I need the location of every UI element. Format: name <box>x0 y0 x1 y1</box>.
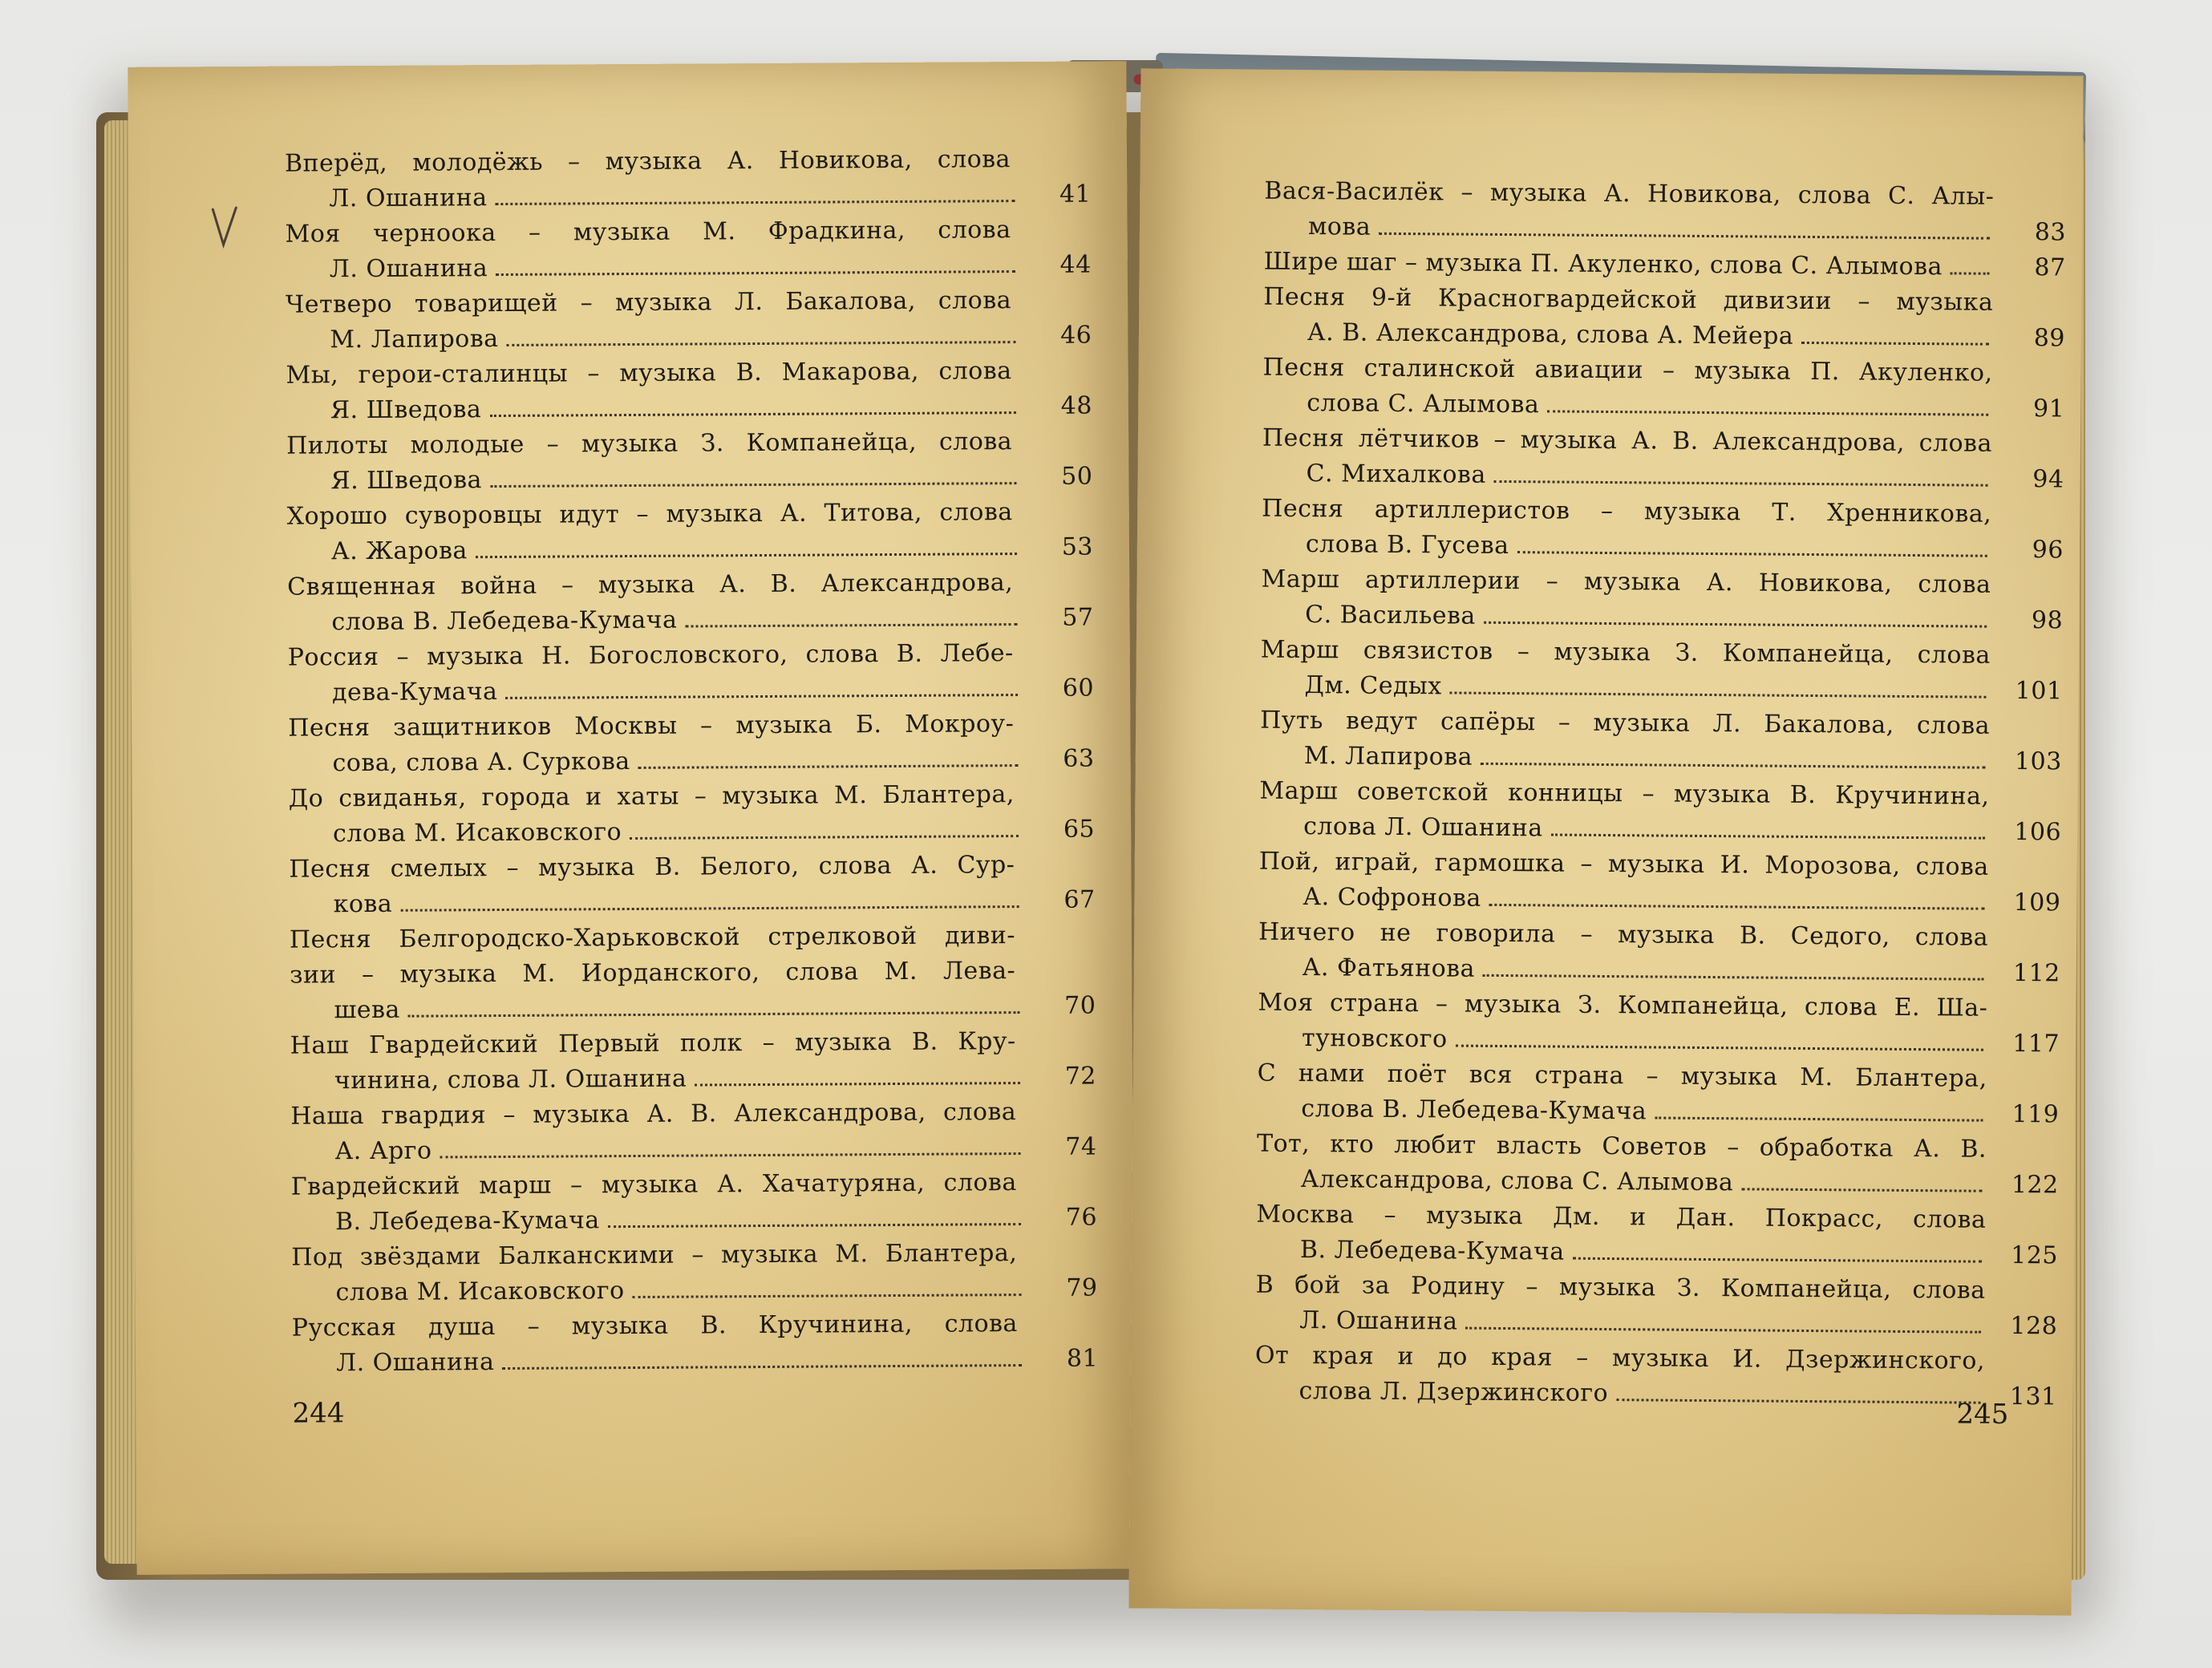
dot-leader <box>633 1294 1022 1298</box>
toc-entry <box>1258 844 2061 921</box>
toc-entry-line: Песня смелых – музыка В. Белого, слова А. Сур- <box>289 851 1015 884</box>
toc-entry-line: Вперёд, молодёжь – музыка А. Новикова, слова <box>284 145 1011 178</box>
toc-entry-line: Наша гвардия – музыка А. В. Александрова, слова <box>290 1098 1017 1131</box>
toc-entry-page-number: 74 <box>1065 1132 1097 1161</box>
dot-leader <box>1494 480 1988 487</box>
toc-entry-author: слова Л. Дзержинского <box>1298 1377 1609 1408</box>
toc-entry-line: Путь ведут сапёры – музыка Л. Бакалова, слова <box>1260 706 1991 740</box>
toc-entry-line: Моя страна – музыка З. Компанейца, слова Е. Ша- <box>1258 988 1988 1022</box>
toc-entry-page-number: 109 <box>2013 888 2061 917</box>
toc-entry-author: Я. Шведова <box>330 395 482 425</box>
toc-entry <box>290 1095 1097 1170</box>
dot-leader <box>638 764 1019 769</box>
toc-entry-line: Русская душа – музыка В. Кручинина, слова <box>291 1310 1018 1342</box>
dot-leader <box>1483 974 1984 981</box>
toc-entry-page-number: 112 <box>2012 958 2060 988</box>
toc-entry-author: Л. Ошанина <box>336 1348 495 1378</box>
toc-entry-author: В. Лебедева-Кумача <box>334 1206 600 1237</box>
toc-entry <box>286 424 1093 500</box>
toc-entry-author: Дм. Седых <box>1304 671 1442 701</box>
dot-leader <box>695 1082 1020 1086</box>
dot-leader <box>503 1364 1023 1370</box>
toc-entry-author: слова Л. Ошанина <box>1303 812 1543 843</box>
toc-entry-author: туновского <box>1301 1024 1448 1054</box>
toc-entry-line: Тот, кто любит власть Советов – обработка А. В. <box>1256 1129 1987 1164</box>
dot-leader <box>1456 1045 1983 1051</box>
dot-leader <box>608 1223 1021 1228</box>
toc-entry-author: дева-Кумача <box>331 678 498 707</box>
dot-leader <box>685 623 1017 628</box>
toc-entry <box>1264 174 2067 250</box>
toc-entry-line: Пилоты молодые – музыка З. Компанейца, слова <box>286 427 1013 460</box>
toc-entry-author: Александрова, слова С. Алымова <box>1300 1165 1734 1197</box>
toc-entry <box>1258 915 2060 991</box>
toc-entry-page-number: 98 <box>2031 606 2064 635</box>
toc-entry <box>1256 1197 2059 1273</box>
toc-entry <box>1260 703 2062 779</box>
dot-leader <box>1466 1327 1982 1334</box>
toc-entry-author: А. Арго <box>334 1136 432 1166</box>
toc-entry-line: До свиданья, города и хаты – музыка М. Блантера, <box>288 780 1015 813</box>
toc-entry <box>290 1165 1098 1241</box>
toc-entry-author: сова, слова А. Суркова <box>332 747 630 778</box>
toc-entry <box>286 495 1094 570</box>
toc-entry <box>285 283 1092 358</box>
toc-entry-line: Хорошо суворовцы идут – музыка А. Титова, слова <box>286 498 1013 531</box>
left-page <box>128 61 1135 1575</box>
toc-entry-author: Л. Ошанина <box>329 254 488 284</box>
toc-entry-line: Марш связистов – музыка З. Компанейца, слова <box>1260 635 1991 670</box>
toc-entry-line: Россия – музыка Н. Богословского, слова В. Лебе- <box>287 639 1014 672</box>
toc-entry-author: слова В. Гусева <box>1305 530 1509 561</box>
toc-entry-page-number: 91 <box>2032 395 2065 423</box>
toc-entry-page-number: 63 <box>1063 744 1095 773</box>
toc-entry <box>289 848 1096 923</box>
toc-entry-author: А. Фатьянова <box>1302 953 1476 983</box>
toc-entry-line: Под звёздами Балканскими – музыка М. Блантера, <box>291 1239 1018 1272</box>
dot-leader <box>489 411 1016 417</box>
toc-entry-line: Четверо товарищей – музыка Л. Бакалова, слова <box>285 286 1012 319</box>
toc-entry-line: От края и до края – музыка И. Дзержинского, <box>1254 1341 1986 1375</box>
right-page <box>1128 68 2083 1615</box>
dot-leader <box>1517 551 1987 557</box>
dot-leader <box>496 270 1015 276</box>
toc-entry-author: мова <box>1307 213 1371 241</box>
dot-leader <box>476 553 1017 558</box>
toc-entry-line: Ничего не говорила – музыка В. Седого, слова <box>1258 917 1989 952</box>
dot-leader <box>1801 342 1989 346</box>
toc-entry-author: М. Лапирова <box>1303 742 1473 771</box>
dot-leader <box>506 694 1019 699</box>
toc-entry <box>284 142 1092 217</box>
toc-entry <box>286 354 1092 429</box>
toc-entry-page-number: 119 <box>2011 1099 2060 1129</box>
toc-entry <box>1262 421 2064 497</box>
toc-entry-line: Наш Гвардейский Первый полк – музыка В. Кру- <box>290 1027 1016 1060</box>
toc-entry-line: Вася-Василёк – музыка А. Новикова, слова С. Алы- <box>1264 176 1995 211</box>
toc-entry-page-number: 96 <box>2032 536 2064 565</box>
dot-leader <box>1450 691 1987 698</box>
toc-entry-page-number: 101 <box>2015 677 2063 706</box>
toc-entry-author: кова <box>333 889 393 919</box>
toc-entry-author: Л. Ошанина <box>329 184 488 213</box>
dot-leader <box>1951 272 1990 274</box>
pencil-checkmark-icon <box>209 203 241 251</box>
toc-entry <box>285 213 1092 288</box>
dot-leader <box>1379 233 1990 240</box>
toc-entry-author: чинина, слова Л. Ошанина <box>334 1064 687 1095</box>
toc-entry-line: Моя черноока – музыка М. Фрадкина, слова <box>285 216 1011 249</box>
toc-entry <box>1262 492 2064 568</box>
toc-entry-author: А. В. Александрова, слова А. Мейера <box>1307 318 1794 350</box>
toc-entry <box>1257 1056 2060 1132</box>
toc-entry <box>287 636 1095 711</box>
toc-entry-line: Песня защитников Москвы – музыка Б. Мокроу- <box>288 710 1015 743</box>
toc-entry <box>1255 1268 2058 1344</box>
toc-entry-page-number: 60 <box>1062 674 1095 702</box>
dot-leader <box>1489 904 1985 910</box>
toc-entry-page-number: 76 <box>1065 1203 1098 1232</box>
toc-entry-page-number: 41 <box>1059 180 1092 208</box>
toc-entry-author: слова В. Лебедева-Кумача <box>1301 1095 1647 1126</box>
toc-entry <box>1258 986 2060 1062</box>
table-of-contents-left <box>284 142 1099 1381</box>
dot-leader <box>1616 1399 1980 1404</box>
toc-entry-line: Москва – музыка Дм. и Дан. Покрасс, слова <box>1256 1200 1987 1234</box>
toc-entry-line: Гвардейский марш – музыка А. Хачатуряна, слова <box>290 1168 1017 1201</box>
toc-entry-page-number: 125 <box>2011 1241 2059 1270</box>
toc-entry-page-number: 50 <box>1061 462 1093 491</box>
toc-entry <box>1263 280 2066 356</box>
dot-leader <box>400 905 1019 912</box>
toc-entry-author: Л. Ошанина <box>1299 1306 1458 1336</box>
dot-leader <box>507 341 1016 346</box>
toc-entry-page-number: 44 <box>1059 250 1092 279</box>
dot-leader <box>1484 621 1987 628</box>
toc-entry <box>291 1236 1098 1311</box>
toc-entry-author: В. Лебедева-Кумача <box>1299 1236 1565 1266</box>
toc-entry-author: Шире шаг – музыка П. Акуленко, слова С. Алымова <box>1263 247 1943 281</box>
toc-entry-author: А. Жарова <box>330 536 468 566</box>
toc-entry <box>1263 245 2066 285</box>
toc-entry-author: слова В. Лебедева-Кумача <box>331 605 678 637</box>
dot-leader <box>1481 763 1986 769</box>
toc-entry-line: Священная война – музыка А. В. Александрова, <box>287 569 1014 601</box>
toc-entry-line: Пой, играй, гармошка – музыка И. Морозова, слова <box>1258 847 1989 881</box>
toc-entry-line: Песня лётчиков – музыка А. В. Александрова, слова <box>1262 423 1993 458</box>
toc-entry-page-number: 67 <box>1063 885 1096 914</box>
toc-entry-page-number: 79 <box>1066 1273 1098 1302</box>
page-number-right: 245 <box>1956 1398 2009 1431</box>
toc-entry-page-number: 89 <box>2033 324 2066 353</box>
toc-entry-author: слова М. Исаковского <box>335 1277 625 1307</box>
toc-entry-page-number: 81 <box>1066 1344 1099 1373</box>
toc-entry <box>288 706 1095 782</box>
toc-entry-page-number: 103 <box>2014 747 2062 776</box>
toc-entry <box>1256 1127 2059 1203</box>
toc-entry-page-number: 53 <box>1061 532 1094 561</box>
dot-leader <box>496 200 1015 205</box>
toc-entry-author: С. Михалкова <box>1306 460 1486 489</box>
dot-leader <box>1655 1116 1983 1121</box>
toc-entry-author: слова М. Исаковского <box>333 818 622 848</box>
toc-entry-line: Марш советской конницы – музыка В. Кручинина, <box>1259 776 1990 811</box>
toc-entry <box>1260 633 2063 709</box>
toc-entry-page-number: 46 <box>1060 321 1092 350</box>
toc-entry-page-number: 117 <box>2012 1029 2060 1059</box>
toc-entry-author: М. Лапирова <box>330 325 499 354</box>
toc-entry <box>1261 562 2064 638</box>
toc-entry-page-number: 72 <box>1064 1062 1097 1091</box>
toc-entry-page-number: 128 <box>2010 1311 2058 1341</box>
toc-entry-page-number: 122 <box>2011 1170 2059 1200</box>
toc-entry-line: Марш артиллерии – музыка А. Новикова, слова <box>1261 565 1991 599</box>
toc-entry <box>288 777 1096 852</box>
toc-entry-line: Песня 9-й Красногвардейской дивизии – музыка <box>1263 282 1994 317</box>
toc-entry-line: Песня сталинской авиации – музыка П. Акуленко, <box>1262 353 1993 387</box>
page-number-left: 244 <box>292 1397 345 1430</box>
toc-entry-author: слова С. Алымова <box>1307 389 1540 419</box>
toc-entry <box>1262 350 2065 427</box>
dot-leader <box>630 835 1019 840</box>
dot-leader <box>1547 410 1988 415</box>
toc-entry-author: С. Васильева <box>1305 601 1477 630</box>
toc-entry-author: шева <box>334 995 400 1025</box>
toc-entry-page-number: 48 <box>1060 391 1092 420</box>
toc-entry-page-number: 57 <box>1062 603 1094 632</box>
dot-leader <box>1551 833 1985 839</box>
toc-entry-author: Я. Шведова <box>330 466 483 496</box>
toc-entry-page-number: 65 <box>1063 815 1096 844</box>
dot-leader <box>490 482 1017 488</box>
toc-entry-page-number: 87 <box>2034 253 2066 282</box>
toc-entry <box>287 565 1094 641</box>
toc-entry <box>1259 774 2062 850</box>
dot-leader <box>440 1152 1021 1158</box>
toc-entry-page-number: 70 <box>1064 991 1096 1020</box>
toc-entry <box>290 1024 1097 1099</box>
toc-entry-line: С нами поёт вся страна – музыка М. Блантера, <box>1257 1059 1987 1093</box>
toc-entry <box>289 918 1096 1029</box>
toc-entry-page-number: 94 <box>2032 465 2064 494</box>
toc-entry-author: А. Софронова <box>1302 883 1481 913</box>
dot-leader <box>408 1011 1020 1018</box>
toc-entry-line: зии – музыка М. Иорданского, слова М. Лева- <box>290 957 1016 990</box>
toc-entry-line: Мы, герои-сталинцы – музыка В. Макарова, слова <box>286 357 1012 390</box>
toc-entry-page-number: 83 <box>2034 218 2067 247</box>
toc-entry-line: В бой за Родину – музыка З. Компанейца, слова <box>1255 1270 1986 1305</box>
dot-leader <box>1573 1257 1982 1263</box>
dot-leader <box>1741 1188 1982 1192</box>
toc-entry <box>291 1306 1099 1382</box>
toc-entry-page-number: 131 <box>2009 1382 2057 1411</box>
toc-entry-line: Песня Белгородско-Харьковской стрелковой диви- <box>289 921 1016 954</box>
toc-entry-line: Песня артиллеристов – музыка Т. Хренникова, <box>1262 494 1992 528</box>
toc-entry-page-number: 106 <box>2014 817 2062 847</box>
